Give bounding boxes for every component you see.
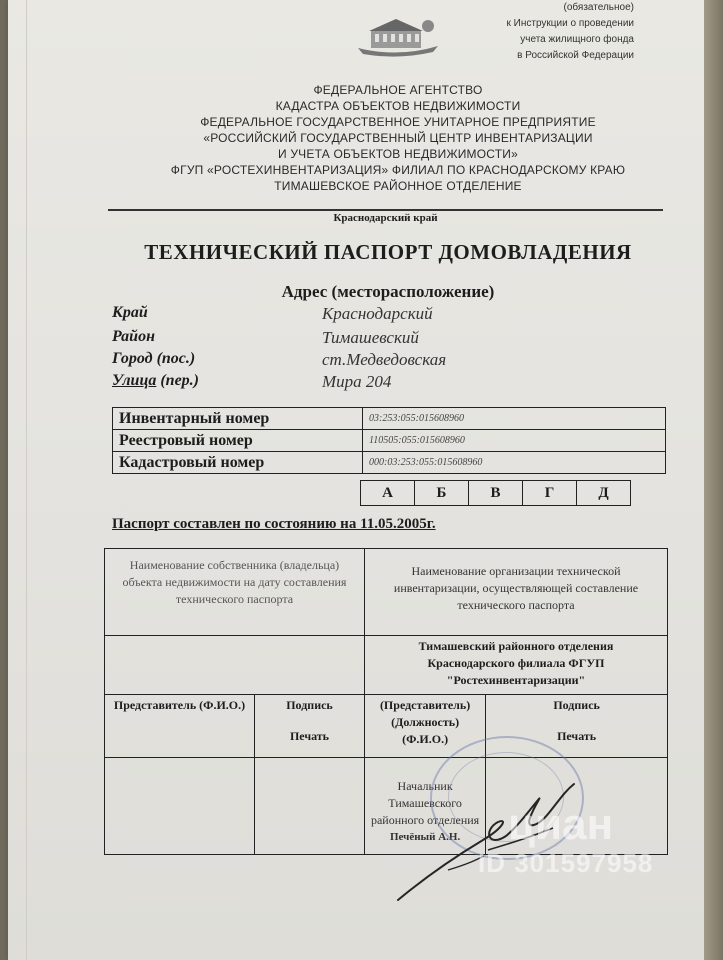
appendix-note [507,0,634,64]
address-row-krai [112,304,672,328]
street-label: Улица [112,372,157,389]
registry-number-label: Реестровый номер [113,430,363,452]
owner-rep-cell: Представитель (Ф.И.О.) [105,695,255,758]
address-label: Район [112,328,155,345]
org-header-cell: Наименование организации технической инвентаризации, осуществляющей составление технического паспорта [365,549,668,636]
page-fold [26,0,27,960]
owner-rep-blank [105,758,255,855]
agency-header [128,82,668,194]
watermark-logo: циан [508,800,614,849]
org-rep-line: (Должность) [391,715,460,729]
header-line: «РОССИЙСКИЙ ГОСУДАРСТВЕННЫЙ ЦЕНТР ИНВЕНТАРИЗАЦИИ [203,131,593,145]
org-name-line: Тимашевский районного отделения [418,639,614,653]
document-title: ТЕХНИЧЕСКИЙ ПАСПОРТ ДОМОВЛАДЕНИЯ [144,240,632,264]
inventory-number-label: Инвентарный номер [113,408,363,430]
header-line: ФГУП «РОСТЕХИНВЕНТАРИЗАЦИЯ» ФИЛИАЛ ПО КРАСНОДАРСКОМУ КРАЮ [170,163,626,177]
table-row [113,408,666,430]
address-value: Тимашевский [322,328,419,347]
header-line: И УЧЕТА ОБЪЕКТОВ НЕДВИЖИМОСТИ» [278,147,518,161]
passport-date-line: Паспорт составлен по состоянию на 11.05.2005г. [112,516,436,532]
table-row [105,636,668,695]
sign-label: Подпись [286,698,333,712]
org-name-line: Краснодарского филиала ФГУП [427,656,605,670]
org-name-cell [365,636,668,695]
region-caption: Краснодарский край [333,212,438,224]
inventory-number-value: 03:253:055:015608960 [363,408,666,430]
table-row [113,430,666,452]
letter-cell: А [361,481,415,506]
header-line: ТИМАШЕВСКОЕ РАЙОННОЕ ОТДЕЛЕНИЕ [274,179,522,193]
owner-header-cell: Наименование собственника (владельца) объекта недвижимости на дату составления технического паспорта [105,549,365,636]
letter-cell: В [469,481,523,506]
letter-cell: Г [523,481,577,506]
letter-cell: Б [415,481,469,506]
address-value: Мира 204 [322,372,392,391]
table-row [113,452,666,474]
seal-label: Печать [557,729,597,743]
org-name-line: "Ростехинвентаризации" [446,673,586,687]
header-line: КАДАСТРА ОБЪЕКТОВ НЕДВИЖИМОСТИ [275,99,521,113]
owner-name-cell [105,636,365,695]
address-value: ст.Медведовская [322,350,447,369]
signer-line: Тимашевского [388,796,462,810]
appendix-note-line: (обязательное) [563,2,634,13]
appendix-note-line: учета жилищного фонда [520,34,634,45]
address-label: Край [112,304,148,321]
letter-cell: Д [577,481,631,506]
document-page [8,0,704,960]
sign-label: Подпись [553,698,600,712]
appendix-note-line: в Российской Федерации [517,50,634,61]
table-row [105,549,668,636]
seal-label: Печать [289,729,330,743]
background-edge [704,0,723,960]
registry-number-value: 110505:055:015608960 [363,430,666,452]
signer-line: районного отделения [370,813,480,827]
address-label [112,372,199,390]
org-rep-line: (Ф.И.О.) [402,732,449,746]
appendix-note-line: к Инструкции о проведении [506,18,634,29]
lane-label: (пер.) [160,372,199,389]
header-divider [108,209,663,211]
table-row [361,481,631,506]
signer-name: Печёный А.Н. [389,831,461,843]
address-heading: Адрес (месторасположение) [281,282,495,301]
table-row [105,695,668,758]
owner-sign-cell [255,695,365,758]
header-line: ФЕДЕРАЛЬНОЕ ГОСУДАРСТВЕННОЕ УНИТАРНОЕ ПРЕДПРИЯТИЕ [200,115,596,129]
address-row-city [112,350,672,374]
address-row-street [112,372,672,396]
address-value: Краснодарский [322,304,433,323]
address-label: Город (пос.) [112,350,196,367]
address-row-raion [112,328,672,352]
cadastral-number-value: 000:03:253:055:015608960 [363,452,666,474]
cadastral-number-label: Кадастровый номер [113,452,363,474]
letters-table [360,480,631,506]
header-line: ФЕДЕРАЛЬНОЕ АГЕНТСТВО [313,83,483,97]
org-rep-line: (Представитель) [379,698,471,712]
watermark-id: ID 301597958 [478,848,654,878]
registry-numbers-table [112,407,666,474]
signer-line: Начальник [397,779,453,793]
building-emblem-icon [353,16,443,58]
owner-sign-blank [255,758,365,855]
